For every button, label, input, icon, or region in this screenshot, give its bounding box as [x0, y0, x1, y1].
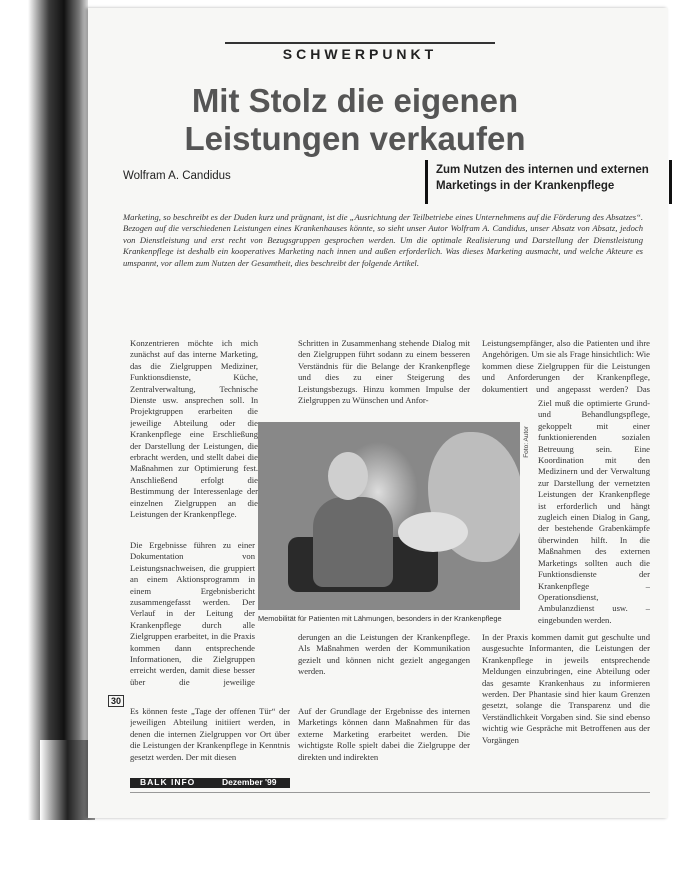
footer-rule [130, 792, 650, 793]
photo-person-body [313, 497, 393, 587]
column-2-bottom-2 [298, 706, 470, 772]
column-3-paragraph-2: Ziel muß die optimierte Grund- und Behandlungspflege, gekoppelt mit einer funktionierenden sozialen Betreuung sein. Eine Koordination mit den Medizinern und der Verwaltung zur Darstellung der vernetzten Leistungen der Krankenpflege ist erforderlich und hängt zugleich einen Dialog in Gang, der bestehende Grabenkämpfe überwinden hilft. In die Maßnahmen des externen Marketings sollten auch die Funktionsdienste der Krankenpflege – Operationsdienst, Ambulanzdienst usw. – eingebunden werden. [538, 398, 650, 625]
page-number: 30 [108, 695, 124, 707]
photo-person-head [328, 452, 368, 500]
section-kicker: SCHWERPUNKT [282, 46, 438, 62]
footer-magazine: BALK INFO [140, 777, 196, 787]
column-1-bottom [130, 706, 290, 772]
book-edge [0, 0, 92, 887]
article-photo [258, 422, 520, 610]
footer-date: Dezember '99 [222, 777, 277, 787]
column-1-middle [130, 540, 255, 688]
column-3-paragraph-3: In der Praxis kommen damit gut geschulte und ausgesuchte Informanten, die Leistungen der Krankenpflege in jeweils entsprechende Meldungen einzubringen, eine Abteilung oder das gesamte Krankenhaus zu informieren werden. Der Phantasie sind hier kaum Grenzen gesetzt, solange die Transparenz und die Verständlichkeit Vorgaben sind. Sie sind ebenso wichtig wie Gespräche mit Betroffenen aus der Vorgängen [482, 632, 650, 745]
photo-credit: Foto: Autor [523, 426, 530, 458]
book-edge-shadow-lower [40, 740, 95, 820]
column-2-bottom [298, 632, 470, 688]
column-2-top [298, 338, 470, 418]
column-1-paragraph-2: Die Ergebnisse führen zu einer Dokumentation von Leistungsnachweisen, die gruppiert an einem Aktionsprogramm in einem Ergebnisbericht zusammengefasst werden. Der Verlauf in der Leitung der Krankenpflege durch alle Zielgruppen erarbeitet, in die Praxis kommen dann entsprechende Informationen, die Zielgruppen erreicht werden, damit diese besser über die jeweilige [130, 540, 255, 687]
column-2-paragraph-1: Schritten in Zusammenhang stehende Dialog mit den Zielgruppen führt sodann zu einem besseren Verständnis für die Belange der Krankenpflege und dies zu einer Steigerung des Leistungsbezugs. Hinzu kommen Impulse der Zielgruppen zu Wünschen und Anfor- [298, 338, 470, 406]
book-edge-shadow [28, 0, 88, 820]
photo-hand [398, 512, 468, 552]
column-2-paragraph-2: derungen an die Leistungen der Krankenpflege. Als Maßnahmen werden der Kommunikation gezielt und können nicht gezielt angegangen werden. [298, 632, 470, 677]
photo-caption: Memobilität für Patienten mit Lähmungen, besonders in der Krankenpflege [258, 614, 502, 623]
headline-line-1: Mit Stolz die eigenen [191, 82, 519, 119]
column-3-top [482, 338, 650, 396]
column-1-paragraph-3: Es können feste „Tage der offenen Tür“ der jeweiligen Abteilung initiiert werden, in denen die internen Zielgruppen vor Ort über die Leistungen der Krankenpflege in Kenntnis gesetzt werden. Der mit diesen [130, 706, 290, 762]
column-3-paragraph-1: Leistungsempfänger, also die Patienten und ihre Angehörigen. Um sie als Frage hinsichtlich: Wie kommen diese Zielgruppen für die Leistungen und Anforderungen der Krankenpflege, dokumentiert und angepasst werden? Das [482, 338, 650, 394]
column-2-paragraph-3: Auf der Grundlage der Ergebnisse des internen Marketings können dann Maßnahmen für das externe Marketing erarbeitet werden. Die wichtigste Rolle spielt dabei die Zielgruppe der direkten und indirekten [298, 706, 470, 762]
column-3-wrap [538, 398, 650, 630]
author-name: Wolfram A. Candidus [123, 170, 231, 182]
column-1-top [130, 338, 258, 538]
column-3-bottom [482, 632, 650, 772]
headline-line-2: Leistungen verkaufen [184, 120, 526, 157]
column-1-paragraph-1: Konzentrieren möchte ich mich zunächst auf das interne Marketing, das die Zielgruppen Mediziner, Funktionsdienste, Küche, Zentralverwaltung, Technische Dienste usw. ansprechen soll. In Projektgruppen erarbeiten die jeweilige Abteilung oder die Krankenpflege eine Erschließung der Darstellung der Leistungen, die erbracht werden, und stellt dabei die Maßnahmen zur Optimierung fest. Anschließend erfolgt die Bestimmung der Interessenlage der einzelnen Zielgruppen an die Leistungen der Krankenpflege. [130, 338, 258, 520]
kicker-rule [225, 42, 495, 44]
article-subtitle: Zum Nutzen des internen und externen Marketings in der Krankenpflege [425, 160, 672, 204]
article-headline [140, 82, 570, 158]
article-lead: Marketing, so beschreibt es der Duden kurz und prägnant, ist die „Ausrichtung der Teilbetriebe eines Unternehmens auf die Förderung des Absatzes“. Bezogen auf die verschiedenen Leistungen eines Krankenhauses könnte, so sieht unser Autor Wolfram A. Candidus, unser Absatz von Absatz, jedoch von Dienstleistung und erst recht von Bezugsgruppen gesprochen werden. Um die optimale Realisierung und Darstellung der Dienstleistung Krankenpflege ist deshalb ein kooperatives Marketing nach innen und außen erforderlich. Was dieses Marketing ausmacht, und welche Akteure es umspannt, vor allem zum Nutzen der Gesamtheit, dies beschreibt der folgende Artikel. [123, 212, 643, 268]
